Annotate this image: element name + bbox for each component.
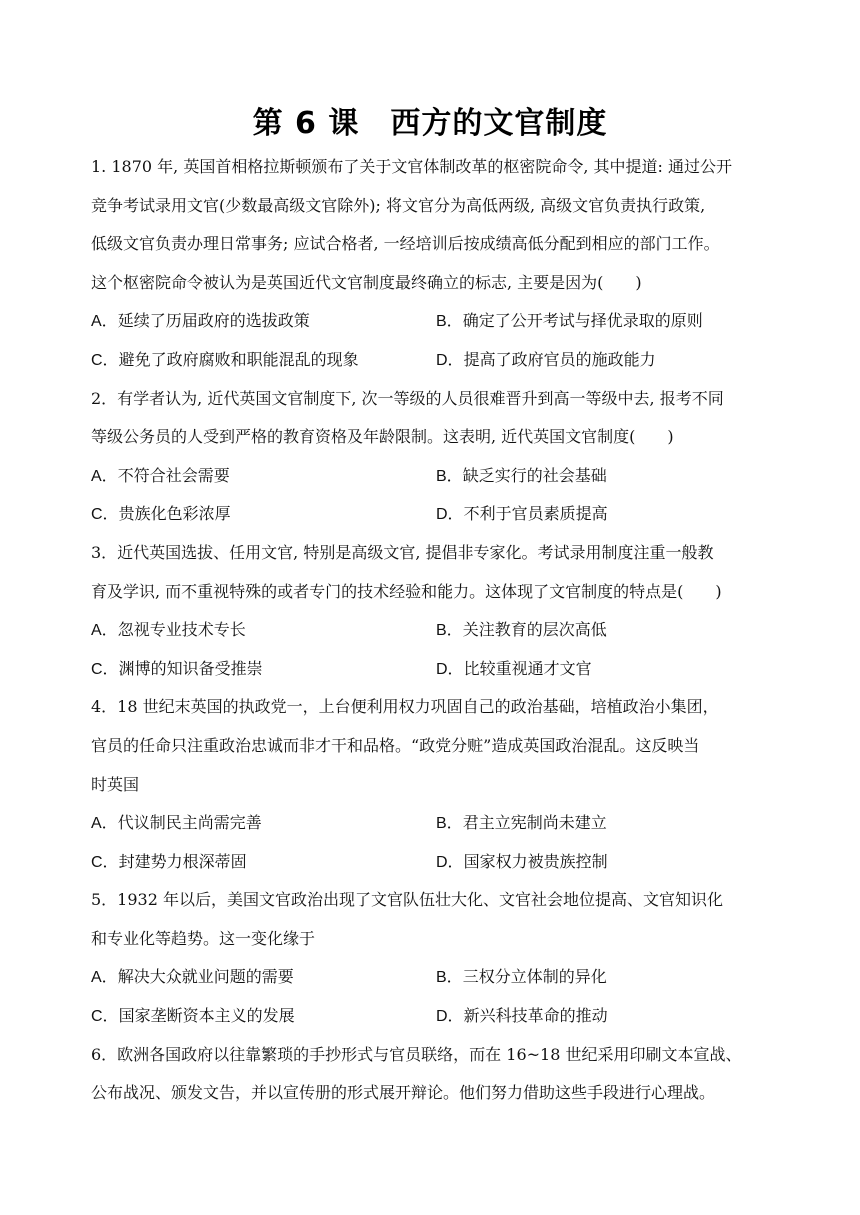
option-row xyxy=(91,302,771,341)
question-stem-line: 竞争考试录用文官(少数最高级文官除外); 将文官分为高低两级, 高级文官负责执行政策, xyxy=(91,195,706,215)
option-row xyxy=(91,611,771,650)
question-stem-line: 4．18 世纪末英国的执政党一，上台便利用权力巩固自己的政治基础，培植政治小集团， xyxy=(91,697,719,717)
question-stem-line: 6．欧洲各国政府以往靠繁琐的手抄形式与官员联络，而在 16~18 世纪采用印刷文本宣战、 xyxy=(91,1044,742,1064)
option-a: A．延续了历届政府的选拔政策 xyxy=(91,311,310,331)
question-stem-line: 3．近代英国选拔、任用文官, 特别是高级文官, 提倡非专家化。考试录用制度注重一般教 xyxy=(91,542,714,562)
question-2 xyxy=(91,380,771,534)
option-c: C．封建势力根深蒂固 xyxy=(91,851,247,871)
question-stem-line: 1. 1870 年, 英国首相格拉斯顿颁布了关于文官体制改革的枢密院命令, 其中提道: 通过公开 xyxy=(91,157,732,176)
option-a: A．代议制民主尚需完善 xyxy=(91,813,262,833)
option-a: A．不符合社会需要 xyxy=(91,465,230,485)
question-3 xyxy=(91,534,771,688)
question-5 xyxy=(91,881,771,1035)
option-d: D．新兴科技革命的推动 xyxy=(436,1006,608,1026)
question-stem-line: 这个枢密院命令被认为是英国近代文官制度最终确立的标志, 主要是因为( ) xyxy=(91,272,642,292)
option-a: A．解决大众就业问题的需要 xyxy=(91,967,294,987)
option-a: A．忽视专业技术专长 xyxy=(91,620,246,640)
option-row xyxy=(91,843,771,882)
option-row xyxy=(91,341,771,380)
option-d: D．不利于官员素质提高 xyxy=(436,504,608,524)
question-1 xyxy=(91,148,771,380)
question-stem-line: 公布战况、颁发文告，并以宣传册的形式展开辩论。他们努力借助这些手段进行心理战。 xyxy=(91,1083,716,1103)
option-b: B．三权分立体制的异化 xyxy=(436,967,607,987)
option-b: B．确定了公开考试与择优录取的原则 xyxy=(436,311,703,331)
option-d: D．国家权力被贵族控制 xyxy=(436,851,608,871)
page-title: 第 6 课 西方的文官制度 xyxy=(252,106,608,141)
option-c: C．渊博的知识备受推崇 xyxy=(91,658,263,678)
question-stem-line: 2．有学者认为, 近代英国文官制度下, 次一等级的人员很难晋升到高一等级中去, 报考不同 xyxy=(91,388,724,408)
option-row xyxy=(91,804,771,843)
option-row xyxy=(91,958,771,997)
question-stem-line: 5．1932 年以后，美国文官政治出现了文官队伍壮大化、文官社会地位提高、文官知识化 xyxy=(91,890,723,910)
question-stem-line: 低级文官负责办理日常事务; 应试合格者, 一经培训后按成绩高低分配到相应的部门工作。 xyxy=(91,234,720,254)
option-row xyxy=(91,495,771,534)
question-stem-line: 等级公务员的人受到严格的教育资格及年龄限制。这表明, 近代英国文官制度( ) xyxy=(91,427,674,447)
option-b: B．缺乏实行的社会基础 xyxy=(436,465,607,485)
question-stem-line: 和专业化等趋势。这一变化缘于 xyxy=(91,928,316,948)
option-row xyxy=(91,457,771,496)
option-c: C．避免了政府腐败和职能混乱的现象 xyxy=(91,349,359,369)
question-6 xyxy=(91,1036,771,1113)
question-4 xyxy=(91,688,771,881)
question-stem-line: 时英国 xyxy=(91,774,140,794)
option-b: B．君主立宪制尚未建立 xyxy=(436,813,607,833)
option-row xyxy=(91,997,771,1036)
question-list xyxy=(91,148,771,1113)
option-d: D．比较重视通才文官 xyxy=(436,658,592,678)
option-b: B．关注教育的层次高低 xyxy=(436,620,607,640)
option-c: C．贵族化色彩浓厚 xyxy=(91,504,231,524)
question-stem-line: 官员的任命只注重政治忠诚而非才干和品格。“政党分赃”造成英国政治混乱。这反映当 xyxy=(91,735,700,755)
option-c: C．国家垄断资本主义的发展 xyxy=(91,1006,295,1026)
option-row xyxy=(91,650,771,689)
option-d: D．提高了政府官员的施政能力 xyxy=(436,349,656,369)
question-stem-line: 育及学识, 而不重视特殊的或者专门的技术经验和能力。这体现了文官制度的特点是( ) xyxy=(91,581,722,601)
